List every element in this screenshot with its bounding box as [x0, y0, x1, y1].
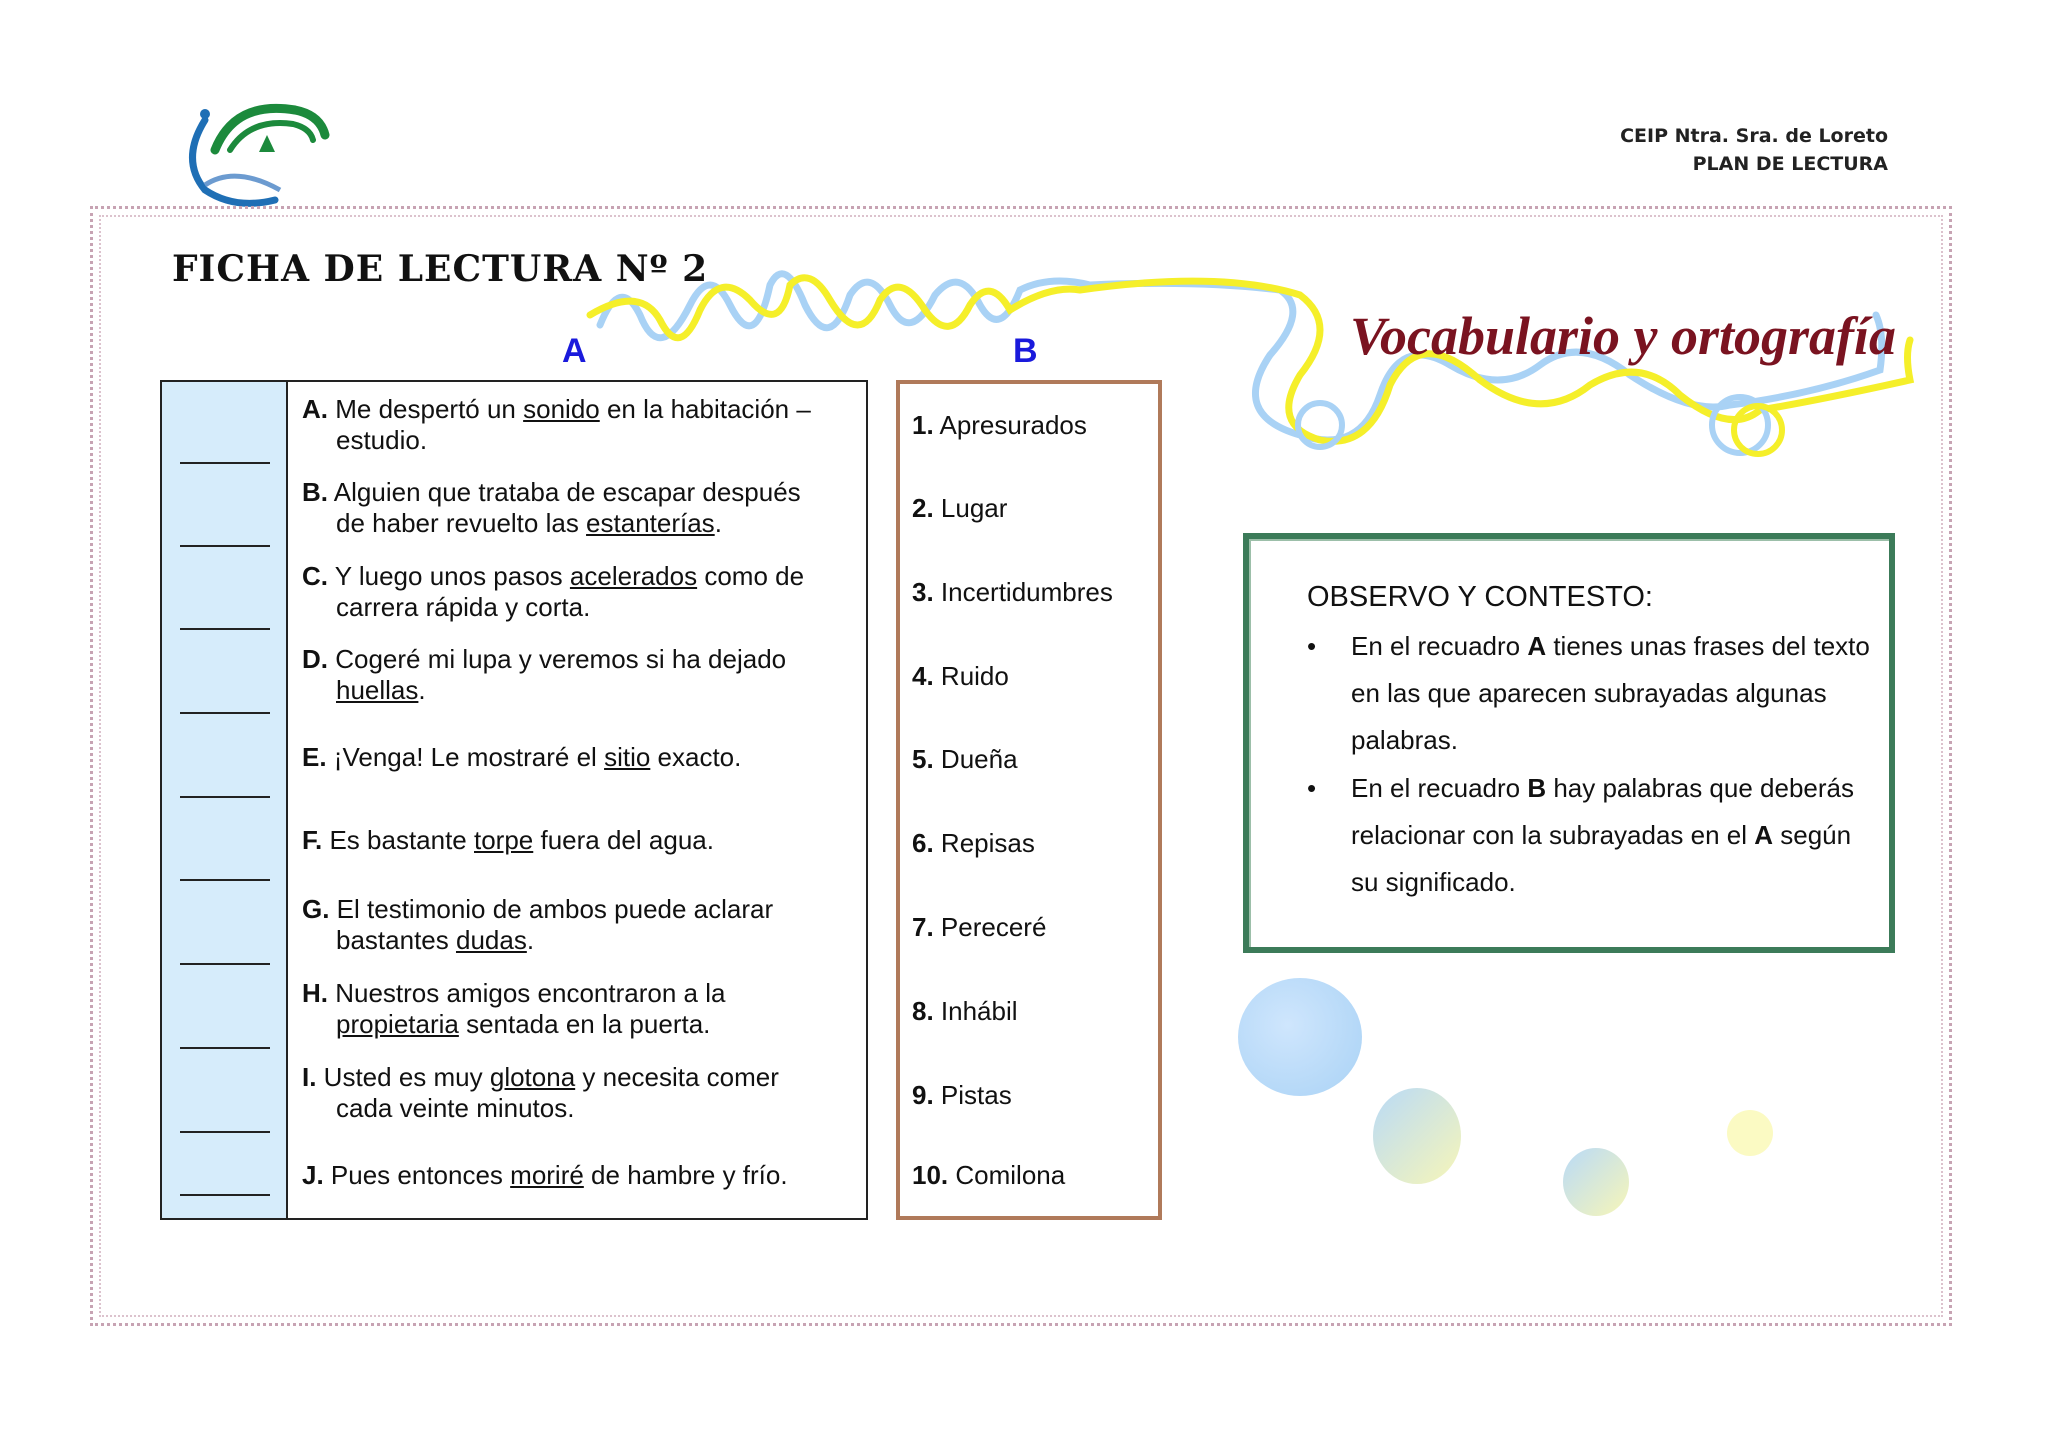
- word-9: 9. Pistas: [912, 1080, 1012, 1110]
- phrase-d: D. Cogeré mi lupa y veremos si ha dejado huellas.: [302, 644, 787, 705]
- answer-blank-f[interactable]: [180, 879, 270, 881]
- decorative-bubble: [1238, 978, 1362, 1096]
- words-box: [896, 380, 1162, 1220]
- section-title: Vocabulario y ortografía: [1349, 306, 1896, 366]
- word-3: 3. Incertidumbres: [912, 577, 1113, 607]
- instruction-bullet-2: En el recuadro B hay palabras que deberás relacionar con la subrayadas en el A según su significado.: [1351, 773, 1854, 897]
- phrase-g: G. El testimonio de ambos puede aclarar bastantes dudas.: [302, 894, 774, 955]
- word-6: 6. Repisas: [912, 828, 1035, 858]
- column-a-label: A: [562, 332, 587, 370]
- phrases-box: [160, 380, 868, 1220]
- answer-blank-c[interactable]: [180, 628, 270, 630]
- bullet-dot: •: [1307, 631, 1317, 661]
- decorative-bubble: [1563, 1148, 1629, 1216]
- answer-blank-h[interactable]: [180, 1047, 270, 1049]
- instructions-box: [1243, 533, 1895, 953]
- answer-blank-d[interactable]: [180, 712, 270, 714]
- instruction-bullet-1: En el recuadro A tienes unas frases del texto en las que aparecen subrayadas algunas palabras.: [1351, 631, 1870, 755]
- school-name: CEIP Ntra. Sra. de Loreto: [1620, 125, 1888, 147]
- answer-blank-g[interactable]: [180, 963, 270, 965]
- answer-blank-e[interactable]: [180, 796, 270, 798]
- word-7: 7. Pereceré: [912, 912, 1047, 942]
- phrase-h: H. Nuestros amigos encontraron a la propietaria sentada en la puerta.: [302, 978, 726, 1039]
- phrase-e: E. ¡Venga! Le mostraré el sitio exacto.: [302, 742, 742, 772]
- word-8: 8. Inhábil: [912, 996, 1018, 1026]
- phrase-b: B. Alguien que trataba de escapar después de haber revuelto las estanterías.: [302, 477, 801, 538]
- phrase-c: C. Y luego unos pasos acelerados como de carrera rápida y corta.: [302, 561, 805, 622]
- word-10: 10. Comilona: [912, 1160, 1066, 1190]
- phrase-i: I. Usted es muy glotona y necesita comer cada veinte minutos.: [302, 1062, 779, 1123]
- answer-blank-a[interactable]: [180, 462, 270, 464]
- answer-blank-b[interactable]: [180, 545, 270, 547]
- word-4: 4. Ruido: [912, 661, 1009, 691]
- phrase-f: F. Es bastante torpe fuera del agua.: [302, 825, 714, 855]
- word-2: 2. Lugar: [912, 493, 1008, 523]
- phrase-j: J. Pues entonces moriré de hambre y frío.: [302, 1160, 788, 1190]
- program-name: PLAN DE LECTURA: [1692, 153, 1888, 175]
- decorative-bubble: [1727, 1110, 1773, 1156]
- word-5: 5. Dueña: [912, 744, 1018, 774]
- answer-blank-j[interactable]: [180, 1194, 270, 1196]
- answer-blank-i[interactable]: [180, 1131, 270, 1133]
- instructions-title: OBSERVO Y CONTESTO:: [1307, 581, 1653, 613]
- phrase-a: A. Me despertó un sonido en la habitación – estudio.: [302, 394, 811, 455]
- decorative-bubble: [1373, 1088, 1461, 1184]
- answer-column: [162, 382, 288, 1218]
- sheet-title: FICHA DE LECTURA Nº 2: [172, 248, 709, 290]
- school-header: [1620, 122, 1888, 178]
- logo-emblem: [175, 90, 335, 210]
- word-1: 1. Apresurados: [912, 410, 1087, 440]
- column-b-label: B: [1013, 332, 1038, 370]
- bullet-dot: •: [1307, 773, 1317, 803]
